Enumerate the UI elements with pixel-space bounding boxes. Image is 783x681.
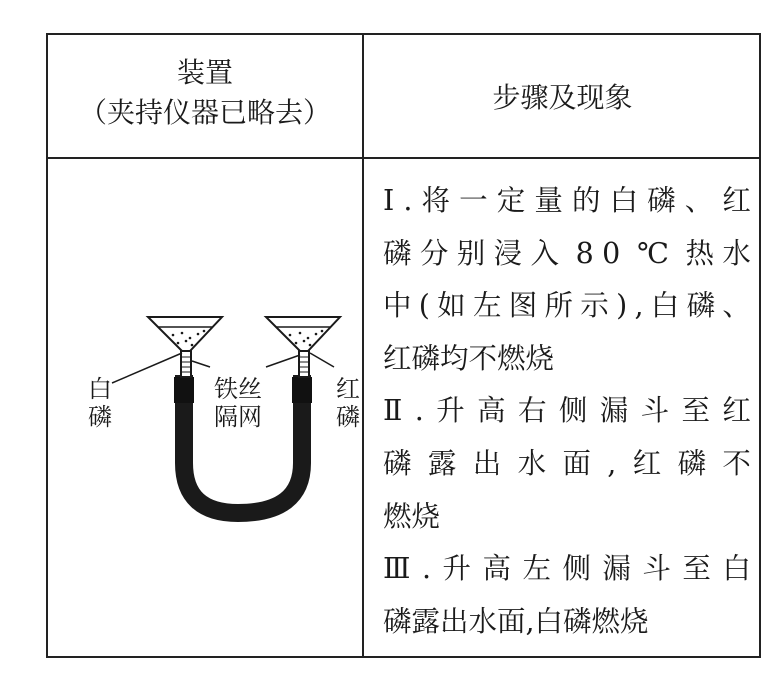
header-steps	[364, 35, 761, 157]
right-connector	[292, 377, 312, 403]
step1-line1: Ⅰ . 将 一 定 量 的 白 磷 、 红	[383, 184, 751, 217]
header-apparatus-title: 装置	[176, 56, 233, 89]
header-apparatus	[48, 53, 362, 133]
label-mesh-1: 铁丝	[214, 375, 262, 403]
leader-mesh-right	[266, 355, 300, 367]
steps-content	[383, 175, 751, 648]
leader-white-p	[112, 353, 182, 383]
step1-line2: 磷 分 别 浸 入 8 0 ℃ 热 水	[383, 236, 751, 270]
header-apparatus-note: （夹持仪器已略去）	[78, 96, 331, 129]
label-red-p-2: 磷	[336, 403, 360, 431]
label-white-p-2: 磷	[88, 403, 112, 431]
step3-line1: Ⅲ . 升 高 左 侧 漏 斗 至 白	[383, 552, 751, 586]
step2-line3: 燃烧	[383, 499, 441, 533]
right-funnel	[266, 317, 340, 377]
experiment-table	[46, 33, 761, 658]
label-mesh-2: 隔网	[214, 403, 262, 431]
u-tube-funnel-diagram	[78, 305, 360, 535]
step2-line1: Ⅱ . 升 高 右 侧 漏 斗 至 红	[383, 394, 751, 428]
step2-line2: 磷 露 出 水 面 , 红 磷 不	[383, 446, 751, 480]
label-red-p-1: 红	[336, 375, 360, 403]
left-funnel	[148, 317, 222, 377]
leader-mesh-left	[192, 361, 210, 367]
step3-line2: 磷露出水面,白磷燃烧	[383, 604, 649, 638]
step1-line3: 中 ( 如 左 图 所 示 ) , 白 磷 、	[383, 289, 751, 323]
leader-red-p	[310, 353, 334, 367]
left-connector	[174, 377, 194, 403]
step1-line4: 红磷均不燃烧	[383, 341, 555, 375]
header-steps-title: 步骤及现象	[492, 81, 633, 114]
apparatus-diagram	[78, 305, 360, 539]
header-divider	[48, 157, 759, 159]
label-white-p-1: 白	[88, 375, 112, 403]
